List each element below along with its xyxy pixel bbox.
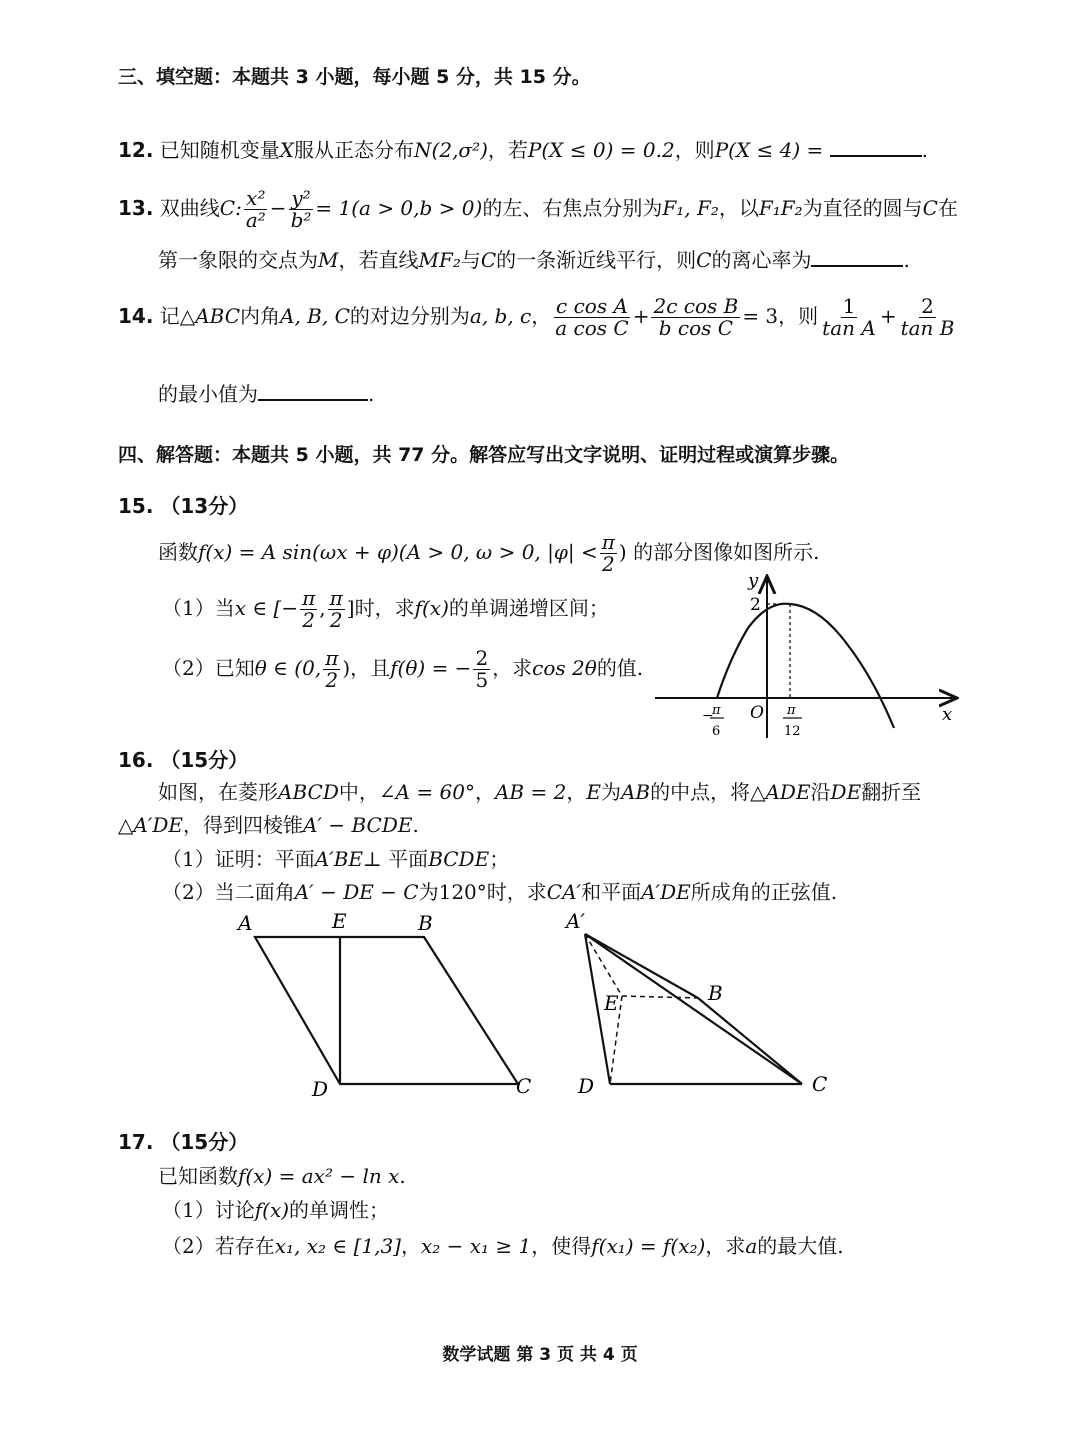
- q13-text: 与: [460, 248, 481, 272]
- label-d: D: [312, 1077, 329, 1101]
- q12-prob1: P(X ≤ 0) = 0.2: [527, 138, 675, 162]
- q16-math: ABCD: [278, 780, 339, 804]
- right-tick-den: 12: [784, 724, 801, 739]
- fraction: [651, 296, 740, 339]
- question-number: 12.: [118, 138, 154, 162]
- q15-text: ，求: [492, 656, 533, 680]
- q17-text: ，使得: [531, 1234, 592, 1258]
- q14-text: 的最小值为: [158, 382, 258, 406]
- q15-f: f(θ) = −: [390, 656, 472, 680]
- question-13: [118, 188, 958, 231]
- q14-text: 的对边分别为: [349, 304, 470, 328]
- fraction: [899, 296, 957, 339]
- q12-var: X: [279, 138, 295, 162]
- q15-text: （2）已知: [162, 656, 255, 680]
- label-c: C: [516, 1074, 532, 1098]
- question-17-part1: [162, 1194, 389, 1223]
- q16-text: △: [118, 813, 134, 837]
- numerator: π: [601, 530, 615, 554]
- peak-value-label: 2: [750, 595, 761, 615]
- question-17-line1: [158, 1160, 406, 1189]
- fraction: [328, 588, 345, 631]
- q17-text: ，求: [705, 1234, 746, 1258]
- q13-text: 为直径的圆与: [802, 196, 923, 220]
- q13-text: 的离心率为: [711, 248, 812, 272]
- plus: +: [879, 304, 897, 328]
- question-17-header: 17. （15分）: [118, 1130, 249, 1154]
- origin-label: O: [750, 703, 764, 723]
- question-12: 12. 已知随机变量X服从正态分布N(2,σ²)，若P(X ≤ 0) = 0.2，则P(X ≤ 4) = .: [118, 138, 929, 162]
- q17-text: （2）若存在: [162, 1234, 275, 1258]
- question-15-header: 15. （13分）: [118, 494, 249, 518]
- fraction: [323, 648, 340, 691]
- q16-math: DE: [830, 780, 862, 804]
- y-label: y: [748, 570, 759, 591]
- q13-text: 双曲线: [159, 196, 220, 220]
- numerator: 2: [921, 294, 934, 318]
- q16-figures: [220, 900, 860, 1110]
- q16-text: ，: [474, 780, 495, 804]
- section-4-title: 四、解答题：本题共 5 小题，共 77 分。解答应写出文字说明、证明过程或演算步骤。: [118, 444, 850, 466]
- numerator: x²: [246, 186, 266, 210]
- numerator: π: [329, 586, 343, 610]
- answer-blank: [830, 139, 922, 157]
- rhombus-figure: [236, 909, 531, 1101]
- answer-blank: [811, 249, 903, 267]
- q16-text: 中，: [338, 780, 379, 804]
- edge-ab: [585, 934, 698, 998]
- q17-text: （1）讨论: [162, 1198, 255, 1222]
- q13-c: C: [922, 196, 938, 220]
- q13-f1f2: F₁F₂: [758, 196, 803, 220]
- q14-sides: a, b, c: [469, 304, 532, 328]
- q14-text: 内角: [240, 304, 281, 328]
- q16-text: （2）当二面角: [162, 880, 295, 904]
- numerator: 2: [475, 646, 489, 670]
- label-d: D: [578, 1074, 595, 1098]
- denominator: 2: [601, 552, 615, 576]
- sine-curve: [717, 604, 894, 728]
- q12-text: 已知随机变量: [159, 138, 280, 162]
- denominator: b²: [290, 208, 312, 232]
- q16-text: ，: [566, 780, 587, 804]
- q16-math: A′DE: [133, 813, 184, 837]
- q17-math: a: [745, 1234, 758, 1258]
- pyramid-figure: [564, 909, 827, 1098]
- q13-foci: F₁, F₂: [662, 196, 719, 220]
- label-a-prime: A′: [566, 909, 585, 933]
- q16-math: ADE: [765, 780, 811, 804]
- rhombus: [255, 937, 518, 1084]
- q16-text: 所成角的正弦值.: [690, 880, 838, 904]
- q17-math: x₂ − x₁ ≥ 1: [420, 1234, 532, 1258]
- left-tick-sign: −: [702, 708, 714, 724]
- edge-eb: [622, 996, 698, 998]
- q12-text: ，则: [674, 138, 715, 162]
- question-15-part2: [162, 648, 643, 691]
- q16-math: A′BE: [314, 847, 364, 871]
- q15-text: ,: [319, 596, 326, 620]
- q16-text: ⊥ 平面: [363, 847, 429, 871]
- q16-math: A′DE: [641, 880, 691, 904]
- question-14-line2: 的最小值为 .: [158, 382, 375, 406]
- q16-text: 和平面: [581, 880, 642, 904]
- q16-text: 翻折至: [861, 780, 922, 804]
- q13-text: 在: [937, 196, 958, 220]
- numerator: π: [325, 646, 339, 670]
- question-16-part1: [162, 843, 509, 872]
- right-tick-num: π: [787, 703, 796, 718]
- fraction: [600, 532, 617, 575]
- q14-text: 记△: [159, 304, 196, 328]
- q17-text: 的单调性；: [289, 1198, 390, 1222]
- q12-text: 服从正态分布: [294, 138, 415, 162]
- q13-eq: = 1(a > 0,b > 0): [315, 196, 483, 220]
- q15-theta: θ ∈ (0,: [254, 656, 322, 680]
- edge-bc: [698, 998, 802, 1084]
- q14-text: ，: [531, 304, 552, 328]
- q15-text: 的值.: [596, 656, 644, 680]
- q13-text: 第一象限的交点为: [158, 248, 318, 272]
- label-a: A: [238, 911, 253, 935]
- x-label: x: [942, 704, 953, 725]
- q14-text: ，则: [778, 304, 819, 328]
- plus: +: [632, 304, 650, 328]
- q16-text: 沿: [810, 780, 831, 804]
- q16-math: AB: [620, 780, 651, 804]
- q17-text: .: [399, 1164, 406, 1188]
- q16-math: ∠A = 60°: [378, 780, 475, 804]
- fraction: [553, 296, 630, 339]
- denominator: 2: [302, 608, 316, 632]
- fraction: [289, 188, 314, 231]
- numerator: 1: [842, 294, 856, 318]
- question-16-header: 16. （15分）: [118, 748, 249, 772]
- denominator: tan B: [900, 316, 955, 340]
- q12-dist: N(2,σ²): [414, 138, 488, 162]
- q15-text: 的单调递增区间；: [448, 596, 609, 620]
- q13-text: ，以: [718, 196, 759, 220]
- fraction: [820, 296, 878, 339]
- q12-text: ，若: [487, 138, 528, 162]
- q12-prob2: P(X ≤ 4) =: [714, 138, 824, 162]
- q16-text: 为: [600, 780, 621, 804]
- q14-eq: = 3: [742, 304, 779, 328]
- q16-text: 如图，在菱形: [158, 780, 278, 804]
- denominator: tan A: [822, 316, 876, 340]
- q16-text: ，得到四棱锥: [183, 813, 304, 837]
- q16-math: E: [586, 780, 601, 804]
- denominator: b cos C: [658, 316, 734, 340]
- denominator: a cos C: [555, 316, 629, 340]
- q16-text: （1）证明：平面: [162, 847, 315, 871]
- denominator: 2: [325, 668, 339, 692]
- q15-cos: cos 2θ: [532, 656, 597, 680]
- q16-text: 的中点，将△: [650, 780, 766, 804]
- q15-text: （1）当: [162, 596, 235, 620]
- q16-text: 为120°时，求: [418, 880, 547, 904]
- q16-math: A′ − BCDE: [303, 813, 413, 837]
- q15-text: 函数: [158, 540, 198, 564]
- left-tick-num: π: [712, 703, 721, 718]
- numerator: c cos A: [556, 294, 628, 318]
- q14-abc: ABC: [195, 304, 241, 328]
- q16-math: A′ − DE − C: [294, 880, 419, 904]
- numerator: y²: [291, 186, 311, 210]
- section-3-title: 三、填空题：本题共 3 小题，每小题 5 分，共 15 分。: [118, 66, 591, 88]
- q15-text: ) 的部分图像如图所示.: [618, 540, 820, 564]
- label-e: E: [332, 909, 347, 933]
- label-c: C: [812, 1072, 828, 1096]
- answer-blank: [258, 383, 368, 401]
- fraction: [473, 648, 490, 691]
- fraction: [300, 588, 317, 631]
- q13-mf2: MF₂: [418, 248, 461, 272]
- q17-text: ，: [400, 1234, 421, 1258]
- minus: −: [269, 196, 287, 220]
- q17-math: f(x) = ax² − ln x: [238, 1164, 400, 1188]
- numerator: π: [302, 586, 316, 610]
- q13-text: 的一条渐近线平行，则: [496, 248, 697, 272]
- question-number: 14.: [118, 304, 154, 328]
- question-16-line1: [158, 776, 921, 805]
- label-e: E: [604, 991, 619, 1015]
- q15-interval: x ∈ [−: [234, 596, 299, 620]
- q17-math: x₁, x₂ ∈ [1,3]: [274, 1234, 401, 1258]
- q13-m: M: [318, 248, 339, 272]
- q15-text: )，且: [342, 656, 391, 680]
- q15-text: ]时，求: [346, 596, 415, 620]
- q17-text: 已知函数: [158, 1164, 238, 1188]
- denominator: a²: [245, 208, 266, 232]
- label-b: B: [418, 911, 433, 935]
- q17-text: 的最大值.: [757, 1234, 844, 1258]
- q13-c: C: [480, 248, 497, 272]
- question-13-line2: 第一象限的交点为M，若直线MF₂与C的一条渐近线平行，则C的离心率为 .: [158, 248, 910, 272]
- q13-c: C: [696, 248, 712, 272]
- q13-text: ，若直线: [338, 248, 419, 272]
- q13-curve: C:: [219, 196, 242, 220]
- q15-func: f(x) = A sin(ωx + φ)(A > 0, ω > 0, |φ| <: [198, 540, 598, 564]
- q16-text: .: [412, 813, 419, 837]
- q17-math: f(x): [254, 1198, 290, 1222]
- q13-text: 的左、右焦点分别为: [482, 196, 663, 220]
- question-15-part1: [162, 588, 609, 631]
- q17-math: f(x₁) = f(x₂): [591, 1234, 706, 1258]
- q16-math: BCDE: [428, 847, 490, 871]
- question-14: [118, 296, 958, 339]
- q16-math: AB = 2: [494, 780, 567, 804]
- fraction: [244, 188, 268, 231]
- q16-text: ；: [489, 847, 510, 871]
- q14-angles: A, B, C: [280, 304, 350, 328]
- q16-math: CA′: [546, 880, 582, 904]
- label-b: B: [708, 981, 723, 1005]
- page-footer: 数学试题 第 3 页 共 4 页: [442, 1345, 638, 1365]
- denominator: 2: [329, 608, 343, 632]
- q15-f: f(x): [414, 596, 449, 620]
- numerator: 2c cos B: [653, 294, 739, 318]
- question-number: 13.: [118, 196, 154, 220]
- sine-graph: [650, 568, 970, 748]
- question-17-part2: [162, 1230, 844, 1259]
- denominator: 5: [475, 668, 489, 692]
- question-16-line2: [118, 809, 419, 838]
- left-tick-den: 6: [712, 724, 721, 739]
